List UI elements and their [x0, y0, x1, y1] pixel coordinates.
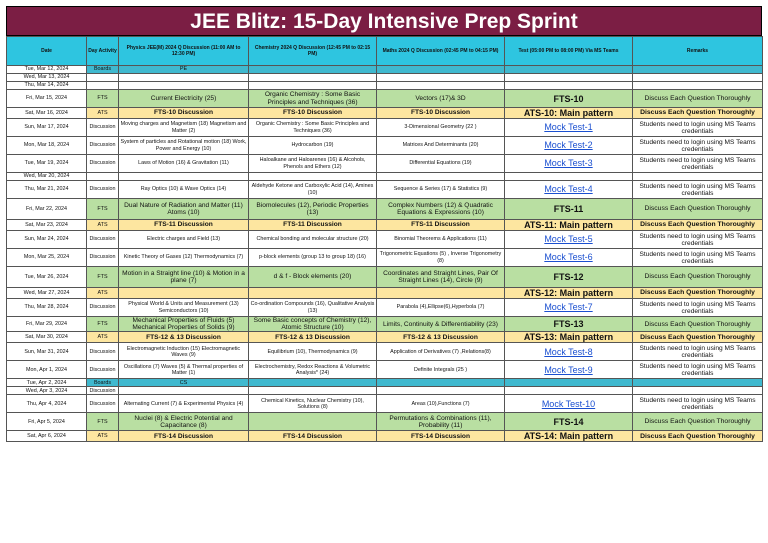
- test-cell: ATS-14: Main pattern: [505, 431, 633, 442]
- physics-cell: FTS-12 & 13 Discussion: [119, 332, 249, 343]
- activity-cell: Boards: [87, 379, 119, 387]
- date-cell: Tue, Mar 26, 2024: [7, 267, 87, 288]
- table-row: [7, 267, 763, 288]
- date-cell: Sat, Mar 23, 2024: [7, 220, 87, 231]
- chemistry-cell: [249, 379, 377, 387]
- physics-cell: [119, 82, 249, 90]
- physics-cell: Oscillations (7) Waves (5) & Thermal properties of Matter (1): [119, 361, 249, 379]
- remarks-cell: [633, 387, 763, 395]
- mock-test-link[interactable]: Mock Test-9: [505, 361, 633, 379]
- chemistry-cell: [249, 74, 377, 82]
- mock-test-link[interactable]: Mock Test-5: [505, 231, 633, 249]
- activity-cell: Discussion: [87, 343, 119, 361]
- chemistry-cell: Electrochemistry, Redox Reactions & Volumetric Analysis* (24): [249, 361, 377, 379]
- physics-cell: [119, 288, 249, 299]
- maths-cell: Permutations & Combinations (11), Probability (11): [377, 413, 505, 431]
- test-cell: FTS-12: [505, 267, 633, 288]
- date-cell: Wed, Mar 20, 2024: [7, 173, 87, 181]
- date-cell: Sat, Apr 6, 2024: [7, 431, 87, 442]
- date-cell: Mon, Mar 18, 2024: [7, 137, 87, 155]
- maths-cell: FTS-11 Discussion: [377, 220, 505, 231]
- activity-cell: Discussion: [87, 119, 119, 137]
- maths-cell: [377, 82, 505, 90]
- test-cell: [505, 173, 633, 181]
- test-cell: ATS-13: Main pattern: [505, 332, 633, 343]
- chemistry-cell: FTS-10 Discussion: [249, 108, 377, 119]
- activity-cell: ATS: [87, 108, 119, 119]
- date-cell: Wed, Apr 3, 2024: [7, 387, 87, 395]
- table-row: [7, 317, 763, 332]
- activity-cell: Discussion: [87, 137, 119, 155]
- maths-cell: Complex Numbers (12) & Quadratic Equations & Expressions (10): [377, 199, 505, 220]
- maths-cell: Vectors (17)& 3D: [377, 90, 505, 108]
- remarks-cell: Students need to login using MS Teams credentials: [633, 119, 763, 137]
- maths-cell: Limits, Continuity & Differentiability (23): [377, 317, 505, 332]
- table-row: [7, 74, 763, 82]
- date-cell: Tue, Mar 19, 2024: [7, 155, 87, 173]
- remarks-cell: Students need to login using MS Teams credentials: [633, 231, 763, 249]
- date-cell: Fri, Apr 5, 2024: [7, 413, 87, 431]
- mock-test-link[interactable]: Mock Test-7: [505, 299, 633, 317]
- table-row: [7, 395, 763, 413]
- maths-cell: [377, 74, 505, 82]
- maths-cell: FTS-14 Discussion: [377, 431, 505, 442]
- table-row: [7, 90, 763, 108]
- maths-cell: Application of Derivatives (7) ,Relations(8): [377, 343, 505, 361]
- table-row: [7, 288, 763, 299]
- physics-cell: Ray Optics (10) & Wave Optics (14): [119, 181, 249, 199]
- remarks-cell: Students need to login using MS Teams credentials: [633, 155, 763, 173]
- sheet-title: JEE Blitz: 15-Day Intensive Prep Sprint: [6, 6, 762, 36]
- test-cell: [505, 66, 633, 74]
- remarks-cell: Discuss Each Question Thoroughly: [633, 90, 763, 108]
- remarks-cell: Students need to login using MS Teams credentials: [633, 343, 763, 361]
- physics-cell: [119, 387, 249, 395]
- physics-cell: Mechanical Properties of Fluids (5) Mechanical Properties of Solids (9): [119, 317, 249, 332]
- physics-cell: Physical World & Units and Measurement (13) Semiconductors (10): [119, 299, 249, 317]
- table-row: [7, 82, 763, 90]
- date-cell: Mon, Mar 25, 2024: [7, 249, 87, 267]
- header-day-activity: Day Activity: [87, 37, 119, 66]
- chemistry-cell: Hydrocarbon (19): [249, 137, 377, 155]
- physics-cell: Laws of Motion (16) & Gravitation (11): [119, 155, 249, 173]
- chemistry-cell: FTS-11 Discussion: [249, 220, 377, 231]
- activity-cell: Discussion: [87, 249, 119, 267]
- chemistry-cell: [249, 288, 377, 299]
- physics-cell: FTS-14 Discussion: [119, 431, 249, 442]
- maths-cell: [377, 66, 505, 74]
- table-row: [7, 413, 763, 431]
- test-cell: ATS-11: Main pattern: [505, 220, 633, 231]
- table-row: [7, 431, 763, 442]
- table-row: [7, 108, 763, 119]
- header-row: [7, 37, 763, 66]
- chemistry-cell: Organic Chemistry : Some Basic Principles and Techniques (36): [249, 119, 377, 137]
- date-cell: Sat, Mar 30, 2024: [7, 332, 87, 343]
- chemistry-cell: FTS-14 Discussion: [249, 431, 377, 442]
- remarks-cell: Discuss Each Question Thoroughly: [633, 108, 763, 119]
- table-row: [7, 299, 763, 317]
- header-chemistry: Chemistry 2024 Q Discussion (12:45 PM to 02:15 PM): [249, 37, 377, 66]
- test-cell: FTS-10: [505, 90, 633, 108]
- physics-cell: [119, 74, 249, 82]
- physics-cell: [119, 173, 249, 181]
- physics-cell: Dual Nature of Radiation and Matter (11) Atoms (10): [119, 199, 249, 220]
- maths-cell: Differential Equations (19): [377, 155, 505, 173]
- remarks-cell: Students need to login using MS Teams credentials: [633, 249, 763, 267]
- date-cell: Sun, Mar 17, 2024: [7, 119, 87, 137]
- physics-cell: CS: [119, 379, 249, 387]
- physics-cell: Moving charges and Magnetism (18) Magnetism and Matter (2): [119, 119, 249, 137]
- activity-cell: Discussion: [87, 181, 119, 199]
- physics-cell: FTS-11 Discussion: [119, 220, 249, 231]
- schedule-sheet: [6, 6, 762, 442]
- table-row: [7, 379, 763, 387]
- maths-cell: [377, 288, 505, 299]
- activity-cell: ATS: [87, 431, 119, 442]
- table-row: [7, 155, 763, 173]
- mock-test-link[interactable]: Mock Test-6: [505, 249, 633, 267]
- mock-test-link[interactable]: Mock Test-4: [505, 181, 633, 199]
- mock-test-link[interactable]: Mock Test-3: [505, 155, 633, 173]
- chemistry-cell: Co-ordination Compounds (16), Qualitative Analysis (13): [249, 299, 377, 317]
- date-cell: Tue, Mar 12, 2024: [7, 66, 87, 74]
- physics-cell: PE: [119, 66, 249, 74]
- activity-cell: FTS: [87, 90, 119, 108]
- test-cell: FTS-14: [505, 413, 633, 431]
- header-test: Test (05:00 PM to 08:00 PM) Via MS Teams: [505, 37, 633, 66]
- test-cell: [505, 379, 633, 387]
- remarks-cell: Discuss Each Question Thoroughly: [633, 431, 763, 442]
- date-cell: Tue, Apr 2, 2024: [7, 379, 87, 387]
- maths-cell: Binomial Theorems & Applications (11): [377, 231, 505, 249]
- remarks-cell: Students need to login using MS Teams credentials: [633, 299, 763, 317]
- table-row: [7, 137, 763, 155]
- physics-cell: Motion in a Straight line (10) & Motion in a plane (7): [119, 267, 249, 288]
- test-cell: [505, 387, 633, 395]
- date-cell: Thu, Mar 28, 2024: [7, 299, 87, 317]
- date-cell: Sun, Mar 31, 2024: [7, 343, 87, 361]
- activity-cell: ATS: [87, 332, 119, 343]
- remarks-cell: Discuss Each Question Thoroughly: [633, 317, 763, 332]
- chemistry-cell: FTS-12 & 13 Discussion: [249, 332, 377, 343]
- remarks-cell: Students need to login using MS Teams credentials: [633, 181, 763, 199]
- header-remarks: Remarks: [633, 37, 763, 66]
- physics-cell: Electric charges and Field (13): [119, 231, 249, 249]
- chemistry-cell: Chemical bonding and molecular structure (20): [249, 231, 377, 249]
- remarks-cell: Students need to login using MS Teams credentials: [633, 361, 763, 379]
- maths-cell: [377, 387, 505, 395]
- maths-cell: Definite Integrals (25 ): [377, 361, 505, 379]
- table-row: [7, 181, 763, 199]
- maths-cell: Parabola (4),Ellipse(6),Hyperbola (7): [377, 299, 505, 317]
- chemistry-cell: [249, 387, 377, 395]
- activity-cell: FTS: [87, 199, 119, 220]
- maths-cell: FTS-12 & 13 Discussion: [377, 332, 505, 343]
- activity-cell: [87, 74, 119, 82]
- date-cell: Thu, Apr 4, 2024: [7, 395, 87, 413]
- test-cell: [505, 74, 633, 82]
- remarks-cell: Students need to login using MS Teams credentials: [633, 137, 763, 155]
- mock-test-link[interactable]: Mock Test-8: [505, 343, 633, 361]
- remarks-cell: Discuss Each Question Thoroughly: [633, 288, 763, 299]
- chemistry-cell: [249, 82, 377, 90]
- chemistry-cell: d & f - Block elements (20): [249, 267, 377, 288]
- activity-cell: [87, 173, 119, 181]
- table-row: [7, 119, 763, 137]
- table-row: [7, 220, 763, 231]
- mock-test-link[interactable]: Mock Test-2: [505, 137, 633, 155]
- activity-cell: FTS: [87, 413, 119, 431]
- mock-test-link[interactable]: Mock Test-1: [505, 119, 633, 137]
- activity-cell: Discussion: [87, 361, 119, 379]
- date-cell: Fri, Mar 22, 2024: [7, 199, 87, 220]
- table-row: [7, 249, 763, 267]
- remarks-cell: [633, 74, 763, 82]
- chemistry-cell: Haloalkane and Haloarenes (16) & Alcohols, Phenols and Ethers (12): [249, 155, 377, 173]
- chemistry-cell: Aldehyde Ketone and Carboxylic Acid (14), Amines (10): [249, 181, 377, 199]
- date-cell: Fri, Mar 29, 2024: [7, 317, 87, 332]
- maths-cell: Trigonometric Equations (5) , Inverse Trigonometry (8): [377, 249, 505, 267]
- test-cell: FTS-13: [505, 317, 633, 332]
- activity-cell: Discussion: [87, 395, 119, 413]
- chemistry-cell: [249, 173, 377, 181]
- table-row: [7, 343, 763, 361]
- schedule-table: [6, 36, 763, 442]
- maths-cell: Coordinates and Straight Lines, Pair Of Straight Lines (14), Circle (9): [377, 267, 505, 288]
- activity-cell: Discussion: [87, 299, 119, 317]
- physics-cell: System of particles and Rotational motion (18) Work, Power and Energy (10): [119, 137, 249, 155]
- chemistry-cell: p-block elements (group 13 to group 18) (16): [249, 249, 377, 267]
- table-row: [7, 231, 763, 249]
- maths-cell: Sequence & Series (17) & Statistics (9): [377, 181, 505, 199]
- remarks-cell: [633, 379, 763, 387]
- chemistry-cell: Equilibrium (10), Thermodynamics (9): [249, 343, 377, 361]
- mock-test-link[interactable]: Mock Test-10: [505, 395, 633, 413]
- header-date: Date: [7, 37, 87, 66]
- chemistry-cell: Biomolecules (12), Periodic Properties (13): [249, 199, 377, 220]
- date-cell: Mon, Apr 1, 2024: [7, 361, 87, 379]
- maths-cell: [377, 173, 505, 181]
- table-row: [7, 387, 763, 395]
- maths-cell: Matrices And Determinants (20): [377, 137, 505, 155]
- remarks-cell: Discuss Each Question Thoroughly: [633, 267, 763, 288]
- physics-cell: Kinetic Theory of Gases (12) Thermodynamics (7): [119, 249, 249, 267]
- date-cell: Sat, Mar 16, 2024: [7, 108, 87, 119]
- remarks-cell: [633, 173, 763, 181]
- remarks-cell: Discuss Each Question Thoroughly: [633, 332, 763, 343]
- test-cell: ATS-10: Main pattern: [505, 108, 633, 119]
- table-row: [7, 332, 763, 343]
- activity-cell: Discussion: [87, 231, 119, 249]
- test-cell: ATS-12: Main pattern: [505, 288, 633, 299]
- chemistry-cell: Some Basic concepts of Chemistry (12), Atomic Structure (10): [249, 317, 377, 332]
- maths-cell: 3-Dimensional Geometry (22 ): [377, 119, 505, 137]
- activity-cell: ATS: [87, 220, 119, 231]
- maths-cell: [377, 379, 505, 387]
- physics-cell: FTS-10 Discussion: [119, 108, 249, 119]
- activity-cell: [87, 82, 119, 90]
- remarks-cell: Discuss Each Question Thoroughly: [633, 413, 763, 431]
- activity-cell: Boards: [87, 66, 119, 74]
- table-row: [7, 199, 763, 220]
- test-cell: [505, 82, 633, 90]
- date-cell: Wed, Mar 13, 2024: [7, 74, 87, 82]
- remarks-cell: Discuss Each Question Thoroughly: [633, 199, 763, 220]
- activity-cell: FTS: [87, 317, 119, 332]
- remarks-cell: Discuss Each Question Thoroughly: [633, 220, 763, 231]
- header-maths: Maths 2024 Q Discussion (02:45 PM to 04:15 PM): [377, 37, 505, 66]
- remarks-cell: [633, 82, 763, 90]
- activity-cell: ATS: [87, 288, 119, 299]
- header-physics: Physics JEE(M) 2024 Q Discussion (11:00 AM to 12:30 PM): [119, 37, 249, 66]
- chemistry-cell: [249, 413, 377, 431]
- table-row: [7, 66, 763, 74]
- table-row: [7, 361, 763, 379]
- maths-cell: FTS-10 Discussion: [377, 108, 505, 119]
- test-cell: FTS-11: [505, 199, 633, 220]
- table-row: [7, 173, 763, 181]
- physics-cell: Nuclei (8) & Electric Potential and Capacitance (8): [119, 413, 249, 431]
- date-cell: Thu, Mar 21, 2024: [7, 181, 87, 199]
- chemistry-cell: Organic Chemistry : Some Basic Principles and Techniques (36): [249, 90, 377, 108]
- chemistry-cell: [249, 66, 377, 74]
- physics-cell: Electromagnetic Induction (15) Electromagnetic Waves (9): [119, 343, 249, 361]
- chemistry-cell: Chemical Kinetics, Nuclear Chemistry (10), Solutions (8): [249, 395, 377, 413]
- date-cell: Fri, Mar 15, 2024: [7, 90, 87, 108]
- activity-cell: Discussion: [87, 387, 119, 395]
- date-cell: Sun, Mar 24, 2024: [7, 231, 87, 249]
- activity-cell: Discussion: [87, 155, 119, 173]
- physics-cell: Current Electricity (25): [119, 90, 249, 108]
- date-cell: Thu, Mar 14, 2024: [7, 82, 87, 90]
- activity-cell: FTS: [87, 267, 119, 288]
- remarks-cell: [633, 66, 763, 74]
- date-cell: Wed, Mar 27, 2024: [7, 288, 87, 299]
- maths-cell: Areas (10),Functions (7): [377, 395, 505, 413]
- remarks-cell: Students need to login using MS Teams credentials: [633, 395, 763, 413]
- physics-cell: Alternating Current (7) & Experimental Physics (4): [119, 395, 249, 413]
